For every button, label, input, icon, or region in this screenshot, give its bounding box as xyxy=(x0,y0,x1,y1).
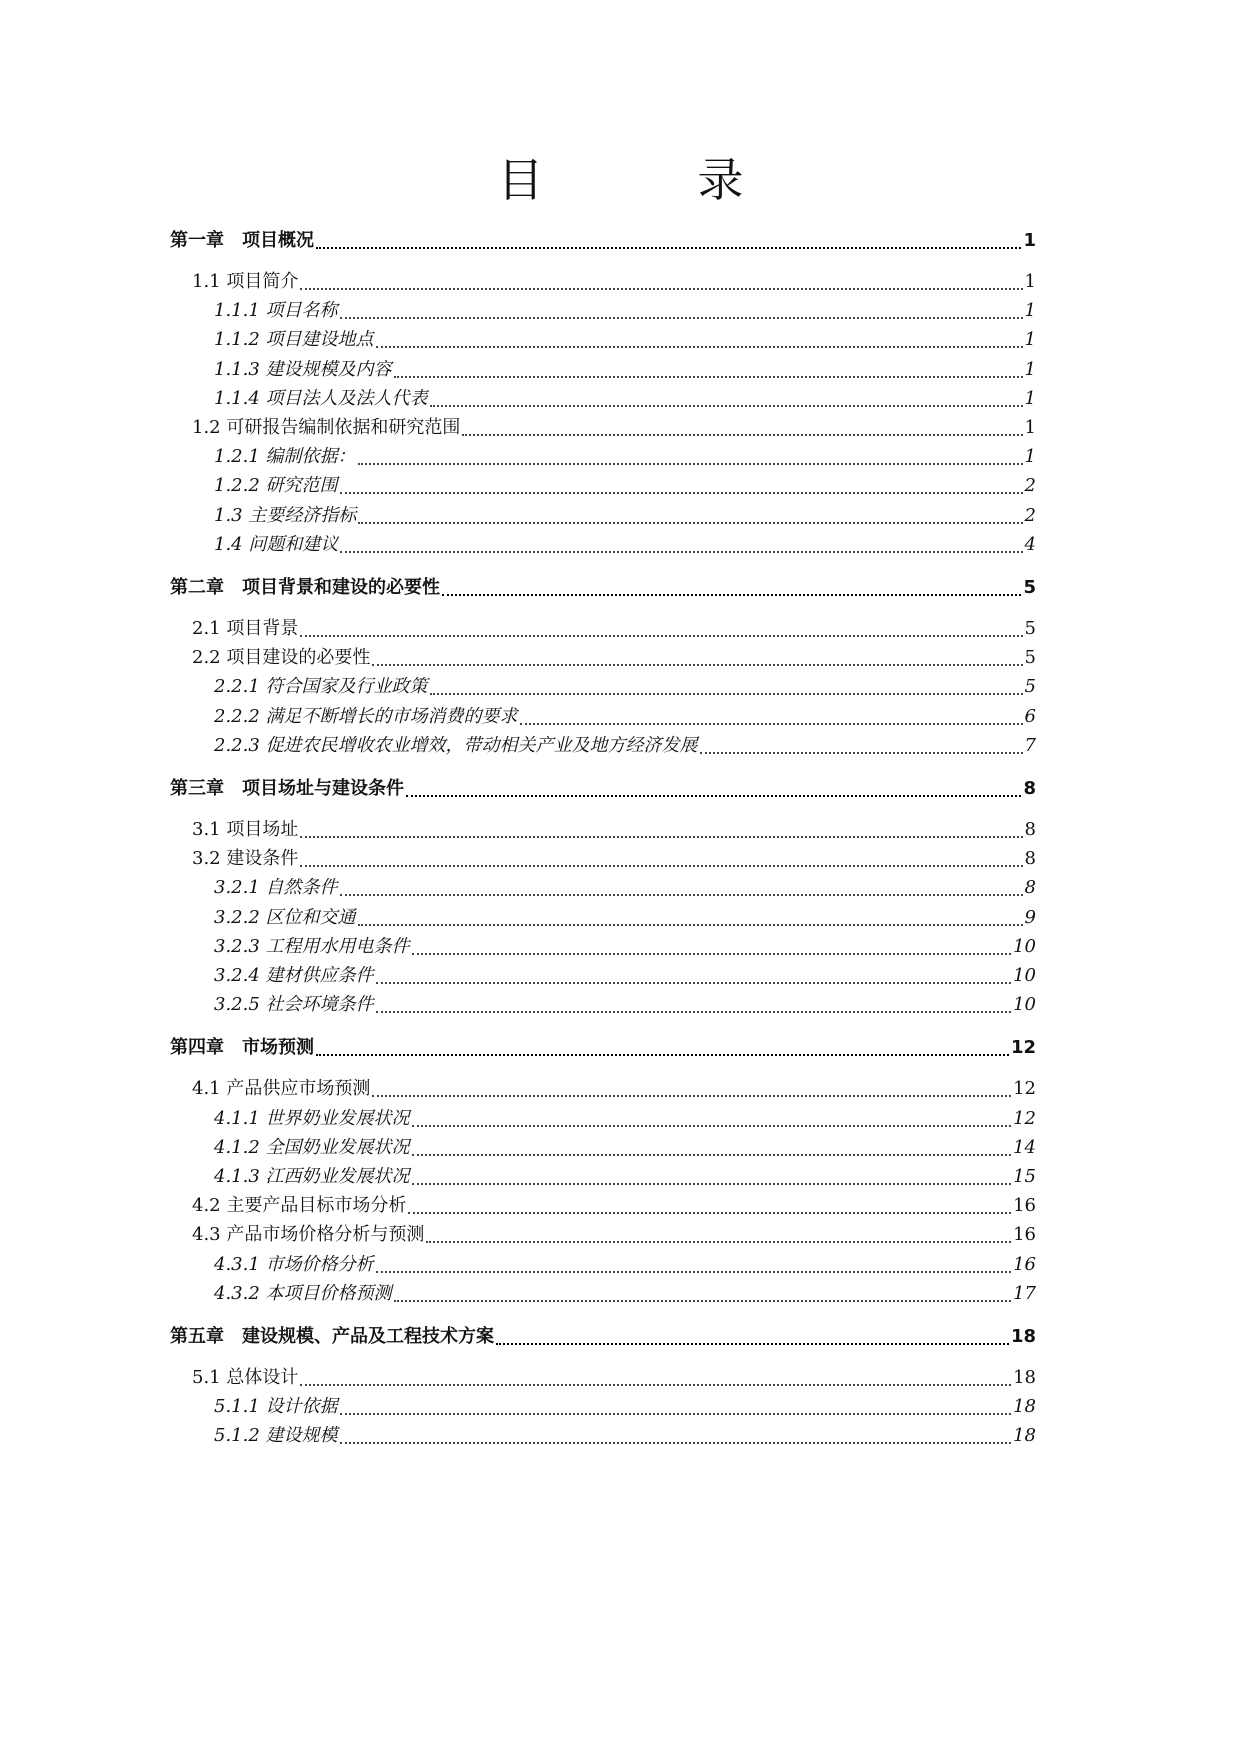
toc-entry-page: 1 xyxy=(1024,358,1036,380)
toc-leader-dots xyxy=(394,1300,1012,1302)
toc-entry[interactable] xyxy=(170,444,1036,470)
toc-entry[interactable] xyxy=(170,1324,1036,1350)
toc-entry-label: 4.1.3 江西奶业发展状况 xyxy=(214,1166,410,1187)
toc-entry[interactable] xyxy=(170,298,1036,324)
toc-entry-page: 1 xyxy=(1024,387,1036,409)
toc-entry[interactable] xyxy=(170,1252,1036,1278)
toc-entry[interactable] xyxy=(170,532,1036,558)
toc-leader-dots xyxy=(442,594,1021,596)
page-title: 目 录 xyxy=(497,153,798,207)
toc-leader-dots xyxy=(408,1212,1011,1214)
toc-leader-dots xyxy=(340,492,1023,494)
toc-entry[interactable] xyxy=(170,1365,1036,1391)
toc-leader-dots xyxy=(340,317,1023,319)
toc-entry-page: 16 xyxy=(1013,1253,1036,1275)
toc-entry-page: 5 xyxy=(1024,647,1036,669)
toc-leader-dots xyxy=(358,463,1023,465)
toc-leader-dots xyxy=(376,346,1023,348)
toc-entry[interactable] xyxy=(170,674,1036,700)
toc-leader-dots xyxy=(340,551,1022,553)
toc-entry-label: 1.1.4 项目法人及法人代表 xyxy=(214,387,428,409)
toc-entry[interactable] xyxy=(170,228,1036,254)
toc-entry-page: 10 xyxy=(1013,965,1036,986)
toc-entry-page: 18 xyxy=(1010,1326,1036,1347)
toc-entry-label: 3.2 建设条件 xyxy=(192,848,299,870)
toc-entry[interactable] xyxy=(170,1222,1036,1248)
toc-leader-dots xyxy=(412,953,1012,955)
toc-entry-label: 1.1.2 项目建设地点 xyxy=(214,329,374,351)
toc-entry-page: 16 xyxy=(1013,1195,1036,1217)
toc-entry[interactable] xyxy=(170,386,1036,412)
toc-entry[interactable] xyxy=(170,992,1036,1018)
toc-entry-label: 3.2.5 社会环境条件 xyxy=(214,994,374,1016)
toc-entry[interactable] xyxy=(170,875,1036,901)
toc-leader-dots xyxy=(300,288,1022,290)
toc-leader-dots xyxy=(700,752,1023,754)
toc-entry[interactable] xyxy=(170,1281,1036,1307)
toc-entry-page: 4 xyxy=(1024,533,1036,555)
toc-entry-page: 1 xyxy=(1024,417,1036,438)
toc-leader-dots xyxy=(358,522,1022,524)
toc-entry-label: 3.2.1 自然条件 xyxy=(214,877,338,899)
toc-leader-dots xyxy=(340,894,1023,896)
toc-entry-page: 9 xyxy=(1024,906,1036,928)
toc-entry-page: 5 xyxy=(1023,577,1036,598)
toc-entry-label: 3.2.4 建材供应条件 xyxy=(214,965,374,986)
toc-entry-page: 1 xyxy=(1023,230,1036,251)
toc-entry-label: 5.1.2 建设规模 xyxy=(214,1425,338,1447)
toc-entry[interactable] xyxy=(170,846,1036,872)
toc-entry[interactable] xyxy=(170,269,1036,295)
toc-entry-page: 1 xyxy=(1024,329,1036,351)
toc-entry-label: 4.3.2 本项目价格预测 xyxy=(214,1282,392,1304)
toc-entry[interactable] xyxy=(170,963,1036,989)
toc-entry-page: 5 xyxy=(1024,618,1036,639)
toc-entry[interactable] xyxy=(170,415,1036,441)
toc-entry[interactable] xyxy=(170,733,1036,759)
toc-entry-label: 5.1.1 设计依据 xyxy=(214,1396,338,1418)
toc-entry-label: 第二章 项目背景和建设的必要性 xyxy=(170,577,440,598)
toc-entry-label: 第五章 建设规模、产品及工程技术方案 xyxy=(170,1326,494,1347)
toc-entry-label: 1.1.1 项目名称 xyxy=(214,300,338,322)
toc-entry-page: 1 xyxy=(1024,300,1036,322)
toc-entry-label: 3.2.3 工程用水用电条件 xyxy=(214,935,410,957)
toc-entry-label: 2.2.3 促进农民增收农业增效，带动相关产业及地方经济发展 xyxy=(214,734,698,756)
toc-entry-page: 15 xyxy=(1013,1166,1036,1187)
toc-entry-page: 2 xyxy=(1024,475,1036,497)
toc-leader-dots xyxy=(372,664,1022,666)
toc-leader-dots xyxy=(376,1011,1012,1013)
toc-entry-page: 1 xyxy=(1024,446,1036,468)
toc-entry-page: 12 xyxy=(1013,1078,1036,1100)
toc-leader-dots xyxy=(316,247,1021,249)
toc-entry[interactable] xyxy=(170,934,1036,960)
toc-entry[interactable] xyxy=(170,1394,1036,1420)
toc-entry[interactable] xyxy=(170,575,1036,601)
toc-entry-page: 18 xyxy=(1013,1425,1036,1447)
toc-entry-label: 4.1.1 世界奶业发展状况 xyxy=(214,1107,410,1129)
toc-entry[interactable] xyxy=(170,327,1036,353)
toc-leader-dots xyxy=(430,405,1023,407)
toc-leader-dots xyxy=(426,1241,1011,1243)
toc-entry-page: 2 xyxy=(1024,504,1036,526)
toc-entry[interactable] xyxy=(170,704,1036,730)
toc-entry-page: 17 xyxy=(1013,1282,1036,1304)
toc-entry-label: 2.2 项目建设的必要性 xyxy=(192,647,371,669)
toc-entry[interactable] xyxy=(170,1106,1036,1132)
toc-leader-dots xyxy=(430,693,1023,695)
toc-leader-dots xyxy=(300,836,1022,838)
toc-entry-label: 4.1 产品供应市场预测 xyxy=(192,1078,371,1100)
toc-entry-page: 6 xyxy=(1024,705,1036,727)
toc-entry-label: 第一章 项目概况 xyxy=(170,230,314,251)
toc-entry-label: 第四章 市场预测 xyxy=(170,1037,314,1059)
toc-leader-dots xyxy=(358,924,1023,926)
toc-entry-label: 4.2 主要产品目标市场分析 xyxy=(192,1195,407,1217)
toc-entry-page: 8 xyxy=(1023,778,1036,799)
toc-leader-dots xyxy=(520,723,1023,725)
toc-entry-page: 10 xyxy=(1013,994,1036,1016)
toc-entry[interactable] xyxy=(170,1076,1036,1102)
toc-entry-label: 1.4 问题和建议 xyxy=(214,533,339,555)
toc-entry-label: 1.1.3 建设规模及内容 xyxy=(214,358,392,380)
toc-leader-dots xyxy=(300,1384,1011,1386)
toc-entry-page: 16 xyxy=(1013,1224,1036,1246)
toc-leader-dots xyxy=(412,1183,1012,1185)
toc-entry[interactable] xyxy=(170,616,1036,642)
toc-leader-dots xyxy=(412,1125,1012,1127)
toc-leader-dots xyxy=(340,1442,1012,1444)
toc-entry-label: 3.2.2 区位和交通 xyxy=(214,906,356,928)
toc-leader-dots xyxy=(316,1054,1009,1056)
toc-leader-dots xyxy=(376,982,1012,984)
toc-entry[interactable] xyxy=(170,817,1036,843)
toc-entry-page: 14 xyxy=(1013,1136,1036,1158)
toc-entry-label: 1.2.1 编制依据： xyxy=(214,446,356,468)
toc-entry-page: 5 xyxy=(1024,676,1036,698)
toc-entry-label: 1.3 主要经济指标 xyxy=(214,504,357,526)
toc-entry-label: 2.2.2 满足不断增长的市场消费的要求 xyxy=(214,705,518,727)
toc-entry-label: 5.1 总体设计 xyxy=(192,1367,299,1388)
toc-entry[interactable] xyxy=(170,1164,1036,1190)
toc-leader-dots xyxy=(394,376,1023,378)
toc-entry-page: 10 xyxy=(1013,935,1036,957)
toc-entry[interactable] xyxy=(170,503,1036,529)
toc-leader-dots xyxy=(340,1413,1012,1415)
toc-entry[interactable] xyxy=(170,776,1036,802)
toc-entry[interactable] xyxy=(170,1423,1036,1449)
toc-entry[interactable] xyxy=(170,645,1036,671)
toc-leader-dots xyxy=(462,434,1022,436)
toc-entry[interactable] xyxy=(170,1035,1036,1061)
toc-entry-page: 12 xyxy=(1010,1037,1036,1059)
toc-entry-page: 12 xyxy=(1013,1107,1036,1129)
toc-entry[interactable] xyxy=(170,1193,1036,1219)
toc-entry-page: 8 xyxy=(1024,848,1036,870)
toc-entry-label: 1.1 项目简介 xyxy=(192,271,299,292)
toc-entry[interactable] xyxy=(170,473,1036,499)
toc-leader-dots xyxy=(496,1343,1009,1345)
toc-leader-dots xyxy=(412,1154,1012,1156)
toc-entry-page: 8 xyxy=(1024,819,1036,840)
toc-entry[interactable] xyxy=(170,1135,1036,1161)
toc-entry-label: 1.2.2 研究范围 xyxy=(214,475,338,497)
toc-entry-label: 4.3.1 市场价格分析 xyxy=(214,1253,374,1275)
toc-entry-page: 7 xyxy=(1024,734,1036,756)
toc-leader-dots xyxy=(406,795,1021,797)
toc-entry-page: 8 xyxy=(1024,877,1036,899)
toc-leader-dots xyxy=(376,1271,1012,1273)
toc-entry-label: 第三章 项目场址与建设条件 xyxy=(170,778,404,799)
toc-entry-page: 18 xyxy=(1013,1367,1036,1388)
toc-entry-label: 2.1 项目背景 xyxy=(192,618,299,639)
toc-entry[interactable] xyxy=(170,905,1036,931)
toc-entry[interactable] xyxy=(170,357,1036,383)
toc-entry-label: 4.3 产品市场价格分析与预测 xyxy=(192,1224,425,1246)
toc-leader-dots xyxy=(300,635,1022,637)
toc-leader-dots xyxy=(300,865,1022,867)
toc-entry-label: 3.1 项目场址 xyxy=(192,819,299,840)
toc-entry-page: 1 xyxy=(1024,271,1036,292)
toc-entry-label: 2.2.1 符合国家及行业政策 xyxy=(214,676,428,698)
toc-leader-dots xyxy=(372,1095,1011,1097)
toc-entry-label: 1.2 可研报告编制依据和研究范围 xyxy=(192,417,461,438)
toc-entry-page: 18 xyxy=(1013,1396,1036,1418)
toc-entry-label: 4.1.2 全国奶业发展状况 xyxy=(214,1136,410,1158)
